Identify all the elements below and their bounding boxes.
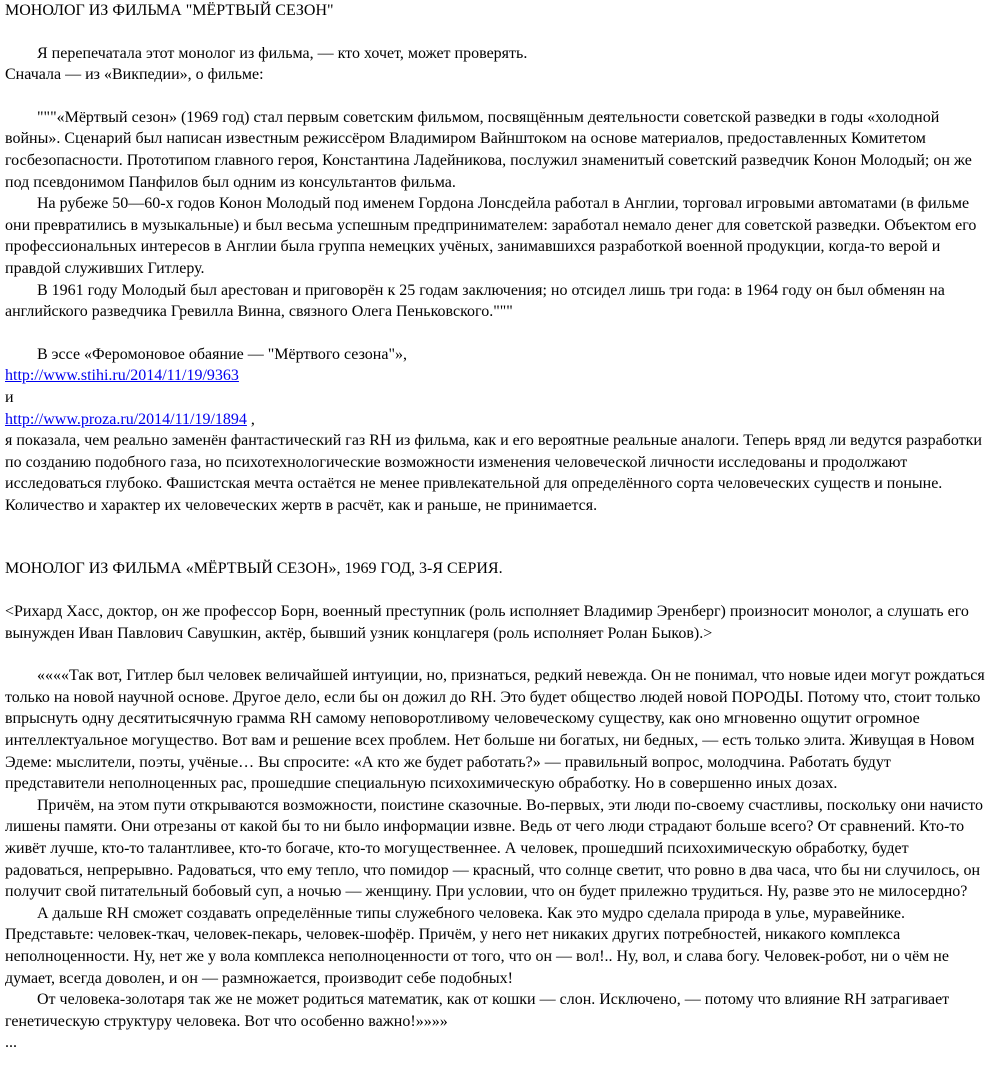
essay-body: я показала, чем реально заменён фантастический газ RH из фильма, как и его вероятные реальные аналоги. Теперь вряд ли ведутся разработки по созданию подобного газа, но психотехнологические возможности изменения человеческой личности исследованы и продолжают исследоваться глубоко. Фашистская мечта остаётся не менее привлекательной для определённого сорта человеческих существ и поныне. Количество и характер их человеческих жертв в расчёт, как и раньше, не принимается.	[5, 432, 982, 514]
wiki-paragraph-2: На рубеже 50—60-х годов Конон Молодый под именем Гордона Лонсдейла работал в Англии, торговал игровыми автоматами (в фильме они превратились в музыкальные) и был весьма успешным предпринимателем: заработал немало денег для советской разведки. Объектом его профессиональных интересов в Англии была группа немецких учёных, занимавшихся разработкой военной продукции, когда-то верой и правдой служивших Гитлеру.	[5, 195, 977, 277]
intro-line: Я перепечатала этот монолог из фильма, — кто хочет, может проверять.	[37, 44, 528, 62]
intro-source-line: Сначала — из «Викпедии», о фильме:	[5, 66, 264, 84]
monologue-paragraph-4: От человека-золотаря так же не может родиться математик, как от кошки — слон. Исключено, — потому что влияние RH затрагивает генетическую структуру человека. Вот что особенно важно!»»»»	[5, 991, 950, 1030]
essay-link-row-1	[5, 365, 990, 387]
spacer	[5, 644, 990, 665]
wiki-paragraph-1: """«Мёртвый сезон» (1969 год) стал первым советским фильмом, посвящённым деятельности советской разведки в годы «холодной войны». Сценарий был написан известным режиссёром Владимиром Вайнштоком на основе материалов, предоставленных Комитетом госбезопасности. Прототипом главного героя, Константина Ладейникова, послужил знаменитый советский разведчик Конон Молодый; он же под псевдонимом Панфилов был одним из консультантов фильма.	[5, 108, 972, 191]
spacer	[5, 580, 990, 601]
ellipsis: ...	[5, 1034, 17, 1052]
section-title: МОНОЛОГ ИЗ ФИЛЬМА «МЁРТВЫЙ СЕЗОН», 1969 ГОД, 3-Я СЕРИЯ.	[5, 560, 503, 578]
spacer	[5, 323, 990, 344]
essay-intro: В эссе «Феромоновое обаяние — "Мёртвого сезона"»,	[37, 345, 407, 363]
link-suffix: ,	[246, 410, 255, 428]
proza-link[interactable]: http://www.proza.ru/2014/11/19/1894	[5, 410, 247, 428]
stage-note: <Рихард Хасс, доктор, он же профессор Борн, военный преступник (роль исполняет Владимир Эренберг) произносит монолог, а слушать его вынужден Иван Павлович Савушкин, актёр, бывший узник концлагеря (роль исполняет Ролан Быков).>	[5, 603, 969, 642]
spacer	[5, 22, 990, 43]
page-title: МОНОЛОГ ИЗ ФИЛЬМА "МЁРТВЫЙ СЕЗОН"	[5, 2, 334, 19]
monologue-paragraph-3: А дальше RH сможет создавать определённые типы служебного человека. Как это мудро сделала природа в улье, муравейнике. Представьте: человек-ткач, человек-пекарь, человек-шофёр. Причём, у него нет никаких других потребностей, никакого комплекса неполноценности. Ну, нет же у вола комплекса неполноценности от того, что он — вол!.. Ну, вол, и слава богу. Человек-робот, ни о чём не думает, всегда доволен, и он — размножается, производит себе подобных!	[5, 904, 949, 987]
monologue-paragraph-2: Причём, на этом пути открываются возможности, поистине сказочные. Во-первых, эти люди по-своему счастливы, поскольку они начисто лишены памяти. Они отрезаны от какой бы то ни было информации извне. Ведь от чего люди страдают больше всего? От сравнений. Кто-то живёт лучше, кто-то талантливее, кто-то богаче, кто-то могущественнее. А человек, прошедший психохимическую обработку, будет радоваться, непрерывно. Радоваться, что ему тепло, что помидор — красный, что солнце светит, что ровно в два часа, что бы ни случилось, он получит свой питательный бобовый суп, а ночью — женщину. При условии, что он будет прилежно трудиться. Ну, разве это не милосердно?	[5, 796, 984, 901]
stihi-link[interactable]: http://www.stihi.ru/2014/11/19/9363	[5, 367, 239, 385]
spacer	[5, 86, 990, 107]
essay-and: и	[5, 388, 14, 406]
essay-link-row-2	[5, 409, 990, 431]
monologue-paragraph-1: ««««Так вот, Гитлер был человек величайшей интуиции, но, признаться, редкий невежда. Он не понимал, что новые идеи могут рождаться только на новой научной основе. Другое дело, если бы он дожил до RH. Это будет общество людей новой ПОРОДЫ. Потому что, стоит только впрыснуть одну десятитысячную грамма RH самому неповоротливому человеческому существу, как оно мгновенно ощутит огромное интеллектуальное могущество. Вот вам и решение всех проблем. Нет больше ни богатых, ни бедных, — есть только элита. Живущая в Новом Эдеме: мыслители, поэты, учёные… Вы спросите: «А кто же будет работать?» — правильный вопрос, молодчина. Работать будут представители неполноценных рас, прошедшие специальную психохимическую обработку. Но в совершенно иных дозах.	[5, 667, 985, 793]
wiki-paragraph-3: В 1961 году Молодый был арестован и приговорён к 25 годам заключения; но отсидел лишь три года: в 1964 году он был обменян на английского разведчика Гревилла Винна, связного Олега Пеньковского."""	[5, 281, 945, 321]
spacer	[5, 516, 990, 558]
